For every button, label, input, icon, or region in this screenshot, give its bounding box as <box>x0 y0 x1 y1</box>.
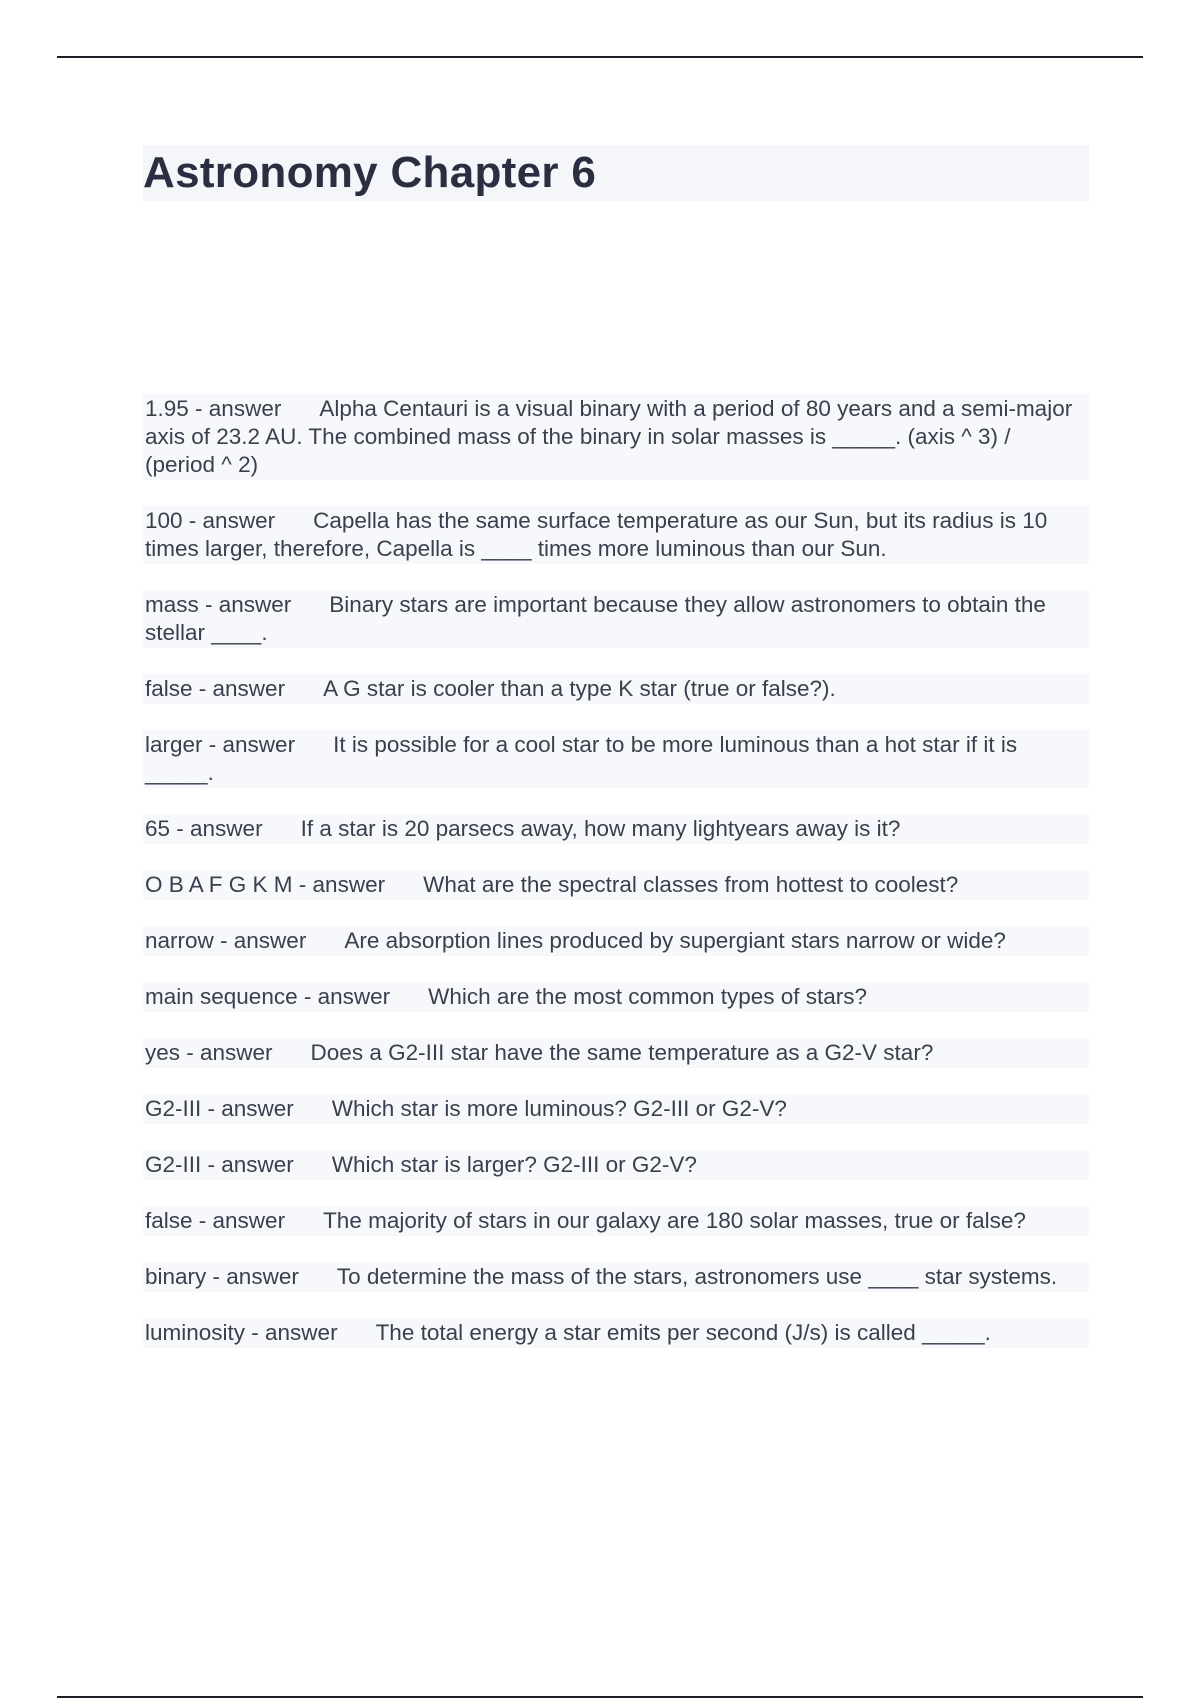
qa-question: A G star is cooler than a type K star (true or false?). <box>323 676 836 701</box>
qa-answer: larger <box>145 732 203 757</box>
qa-question: Which star is larger? G2-III or G2-V? <box>331 1152 697 1177</box>
qa-question: It is possible for a cool star to be more luminous than a hot star if it is _____. <box>145 732 1024 785</box>
qa-item <box>143 1150 1089 1180</box>
qa-answer: main sequence <box>145 984 298 1009</box>
qa-item <box>143 590 1089 648</box>
qa-question: Does a G2-III star have the same temperature as a G2-V star? <box>310 1040 934 1065</box>
qa-question: What are the spectral classes from hottest to coolest? <box>423 872 959 897</box>
qa-item <box>143 1206 1089 1236</box>
qa-answer: 1.95 <box>145 396 189 421</box>
qa-item <box>143 1038 1089 1068</box>
qa-answer: false <box>145 1208 193 1233</box>
qa-separator: - answer <box>201 1152 294 1177</box>
qa-item <box>143 1262 1089 1292</box>
qa-answer: O B A F G K M <box>145 872 293 897</box>
qa-question: If a star is 20 parsecs away, how many lightyears away is it? <box>300 816 901 841</box>
qa-separator: - answer <box>170 816 263 841</box>
qa-item <box>143 506 1089 564</box>
qa-question: Binary stars are important because they allow astronomers to obtain the stellar ____. <box>145 592 1053 645</box>
qa-answer: G2-III <box>145 1096 202 1121</box>
qa-answer: 65 <box>145 816 171 841</box>
qa-separator: - answer <box>201 1096 294 1121</box>
qa-answer: yes <box>145 1040 181 1065</box>
qa-separator: - answer <box>180 1040 273 1065</box>
qa-item <box>143 926 1089 956</box>
qa-question: The majority of stars in our galaxy are 180 solar masses, true or false? <box>323 1208 1026 1233</box>
qa-answer: G2-III <box>145 1152 202 1177</box>
page-title: Astronomy Chapter 6 <box>143 148 597 197</box>
qa-separator: - answer <box>245 1320 338 1345</box>
qa-item <box>143 394 1089 480</box>
bottom-rule <box>57 1696 1143 1698</box>
qa-question: To determine the mass of the stars, astronomers use ____ star systems. <box>336 1264 1058 1289</box>
qa-answer: false <box>145 676 193 701</box>
qa-list <box>143 394 1089 1374</box>
qa-question: Are absorption lines produced by supergiant stars narrow or wide? <box>344 928 1006 953</box>
qa-question: Capella has the same surface temperature as our Sun, but its radius is 10 times larger, therefore, Capella is ____ times more luminous than our Sun. <box>145 508 1054 561</box>
qa-question: The total energy a star emits per second (J/s) is called _____. <box>375 1320 991 1345</box>
qa-item <box>143 982 1089 1012</box>
qa-answer: 100 <box>145 508 183 533</box>
qa-separator: - answer <box>188 396 282 421</box>
title-block <box>143 145 1089 201</box>
qa-separator: - answer <box>198 592 292 617</box>
qa-item <box>143 1318 1089 1348</box>
qa-separator: - answer <box>192 676 286 701</box>
qa-answer: narrow <box>145 928 214 953</box>
qa-separator: - answer <box>206 1264 299 1289</box>
qa-item <box>143 870 1089 900</box>
qa-separator: - answer <box>192 1208 286 1233</box>
qa-item <box>143 1094 1089 1124</box>
qa-answer: binary <box>145 1264 207 1289</box>
qa-answer: mass <box>145 592 199 617</box>
qa-item <box>143 814 1089 844</box>
qa-separator: - answer <box>292 872 386 897</box>
qa-answer: luminosity <box>145 1320 246 1345</box>
qa-separator: - answer <box>202 732 296 757</box>
qa-separator: - answer <box>182 508 276 533</box>
qa-item <box>143 730 1089 788</box>
qa-separator: - answer <box>297 984 391 1009</box>
qa-separator: - answer <box>213 928 307 953</box>
qa-question: Which star is more luminous? G2-III or G2-V? <box>331 1096 787 1121</box>
top-rule <box>57 56 1143 58</box>
qa-item <box>143 674 1089 704</box>
qa-question: Alpha Centauri is a visual binary with a period of 80 years and a semi-major axis of 23.2 AU. The combined mass of the binary in solar masses is _____. (axis ^ 3) / (period ^ 2) <box>145 396 1079 477</box>
qa-question: Which are the most common types of stars? <box>428 984 868 1009</box>
